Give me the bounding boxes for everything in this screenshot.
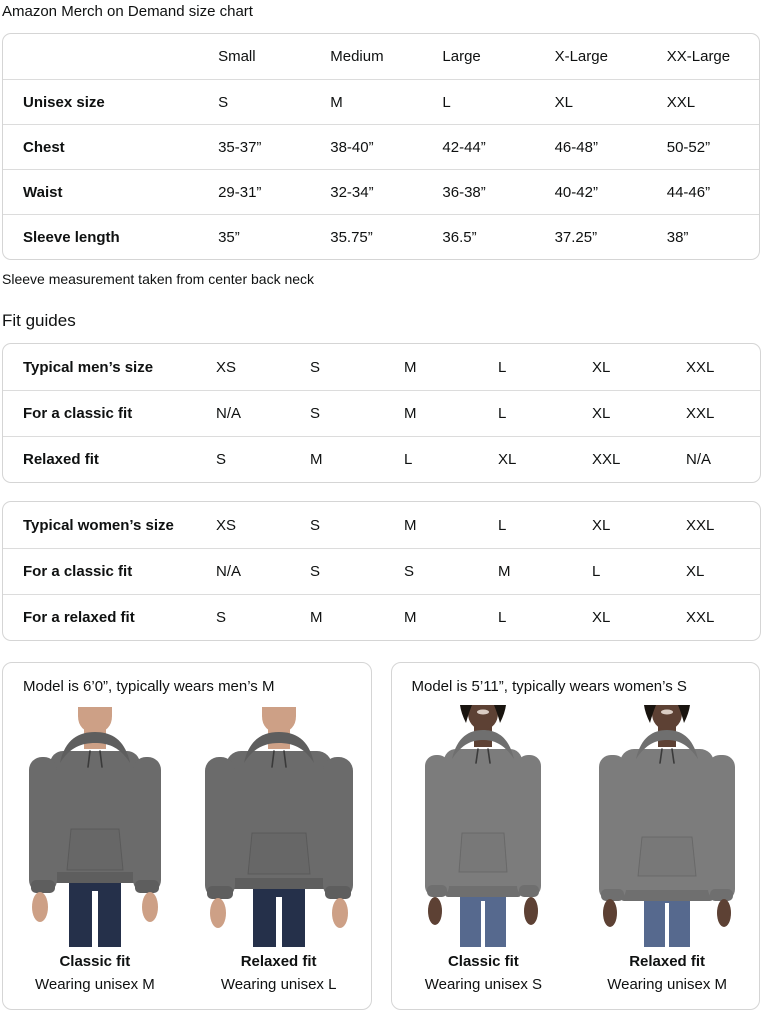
column-header — [3, 34, 198, 79]
table-row-unisex-size — [3, 79, 759, 124]
table-row-typical-womens-size — [3, 502, 760, 548]
size-cell: 29-31” — [198, 169, 310, 214]
size-cell: 46-48” — [535, 124, 647, 169]
wearing-caption: Wearing unisex L — [220, 976, 337, 993]
womens-model-card — [391, 662, 761, 1010]
column-header-small: Small — [218, 48, 256, 65]
size-cell: L — [384, 436, 478, 482]
size-cell: 35” — [198, 214, 310, 259]
size-cell: S — [384, 548, 478, 594]
size-cell: XL — [666, 548, 760, 594]
size-cell: M — [478, 548, 572, 594]
size-cell: XL — [592, 358, 611, 376]
size-cell: XXL — [572, 436, 666, 482]
size-cell: XXL — [686, 516, 715, 534]
size-cell: N/A — [196, 548, 290, 594]
size-cell: 38-40” — [310, 124, 422, 169]
mens-classic-fit-figure — [7, 705, 182, 994]
column-header-xx-large: XX-Large — [666, 48, 731, 65]
model-cards — [2, 662, 760, 1010]
size-cell: 44-46” — [647, 169, 759, 214]
size-cell: M — [290, 594, 384, 640]
mens-relaxed-hoodie-photo — [194, 705, 364, 947]
size-cell: XL — [592, 516, 611, 534]
size-cell: L — [422, 79, 534, 124]
size-cell: 35.75” — [310, 214, 422, 259]
wearing-caption: Wearing unisex S — [424, 976, 543, 993]
womens-classic-fit-figure — [396, 705, 571, 994]
size-cell: S — [196, 594, 290, 640]
size-cell: L — [478, 594, 572, 640]
womens-fit-guide-table — [2, 501, 761, 641]
row-label: Typical women’s size — [23, 516, 174, 534]
size-cell: S — [310, 516, 321, 534]
column-header-large: Large — [442, 48, 481, 65]
row-label: For a relaxed fit — [3, 594, 196, 640]
size-chart-table — [2, 33, 760, 260]
row-label: Unisex size — [3, 79, 198, 124]
size-cell: XS — [216, 358, 237, 376]
row-label: Sleeve length — [3, 214, 198, 259]
hoodie — [205, 751, 353, 899]
size-cell: XL — [478, 436, 572, 482]
size-cell: S — [198, 79, 310, 124]
womens-relaxed-fit-figure — [580, 705, 755, 994]
size-cell: S — [290, 390, 384, 436]
mens-relaxed-fit-figure — [191, 705, 366, 994]
size-cell: XXL — [686, 358, 715, 376]
row-label: For a classic fit — [3, 548, 196, 594]
fit-caption: Relaxed fit — [240, 953, 317, 970]
size-chart-header-row — [3, 34, 759, 79]
size-cell: M — [384, 594, 478, 640]
table-row-mens-relaxed-fit — [3, 436, 760, 482]
column-header-x-large: X-Large — [554, 48, 608, 65]
size-cell: 37.25” — [535, 214, 647, 259]
table-row-chest — [3, 124, 759, 169]
fit-caption: Relaxed fit — [629, 953, 706, 970]
size-cell: XXL — [647, 79, 759, 124]
hoodie — [599, 749, 735, 901]
womens-relaxed-hoodie-photo — [582, 705, 752, 947]
mens-model-figures — [3, 705, 371, 994]
size-cell: S — [196, 436, 290, 482]
fit-caption: Classic fit — [59, 953, 131, 970]
mens-fit-guide-table — [2, 343, 761, 483]
size-cell: XXL — [666, 390, 760, 436]
size-cell: N/A — [666, 436, 760, 482]
mens-classic-hoodie-photo — [10, 705, 180, 947]
size-cell: 40-42” — [535, 169, 647, 214]
size-cell: M — [290, 436, 384, 482]
table-row-typical-mens-size — [3, 344, 760, 390]
size-cell: XL — [572, 594, 666, 640]
column-header-medium: Medium — [330, 48, 384, 65]
size-cell: S — [290, 548, 384, 594]
womens-classic-hoodie-photo — [398, 705, 568, 947]
fit-guides-heading: Fit guides — [2, 311, 76, 330]
size-cell: L — [498, 358, 507, 376]
table-row-womens-classic-fit — [3, 548, 760, 594]
size-cell: 36-38” — [422, 169, 534, 214]
table-row-mens-classic-fit — [3, 390, 760, 436]
size-cell: 42-44” — [422, 124, 534, 169]
size-cell: L — [498, 516, 507, 534]
wearing-caption: Wearing unisex M — [607, 976, 728, 993]
table-row-waist — [3, 169, 759, 214]
size-cell: XXL — [666, 594, 760, 640]
size-cell: 50-52” — [647, 124, 759, 169]
size-cell: XS — [216, 516, 237, 534]
size-cell: M — [310, 79, 422, 124]
row-label: For a classic fit — [3, 390, 196, 436]
size-cell: M — [404, 358, 417, 376]
hoodie — [425, 749, 541, 897]
hoodie — [29, 751, 161, 893]
womens-model-card-title: Model is 5’11”, typically wears women’s S — [411, 678, 687, 695]
fit-caption: Classic fit — [447, 953, 519, 970]
size-cell: L — [572, 548, 666, 594]
row-label: Waist — [3, 169, 198, 214]
womens-model-figures — [392, 705, 760, 994]
mens-model-card — [2, 662, 372, 1010]
size-cell: 36.5” — [422, 214, 534, 259]
table-row-sleeve-length — [3, 214, 759, 259]
table-row-womens-relaxed-fit — [3, 594, 760, 640]
size-cell: M — [384, 390, 478, 436]
size-cell: 32-34” — [310, 169, 422, 214]
wearing-caption: Wearing unisex M — [34, 976, 155, 993]
size-cell: M — [404, 516, 417, 534]
size-cell: S — [310, 358, 321, 376]
size-cell: 35-37” — [198, 124, 310, 169]
row-label: Relaxed fit — [3, 436, 196, 482]
row-label: Chest — [3, 124, 198, 169]
row-label: Typical men’s size — [23, 358, 154, 376]
size-cell: 38” — [647, 214, 759, 259]
size-cell: N/A — [196, 390, 290, 436]
size-cell: XL — [572, 390, 666, 436]
size-cell: XL — [535, 79, 647, 124]
mens-model-card-title: Model is 6’0”, typically wears men’s M — [23, 678, 275, 695]
sleeve-measurement-note: Sleeve measurement taken from center back neck — [2, 271, 315, 287]
size-cell: L — [478, 390, 572, 436]
page-title: Amazon Merch on Demand size chart — [2, 3, 253, 20]
